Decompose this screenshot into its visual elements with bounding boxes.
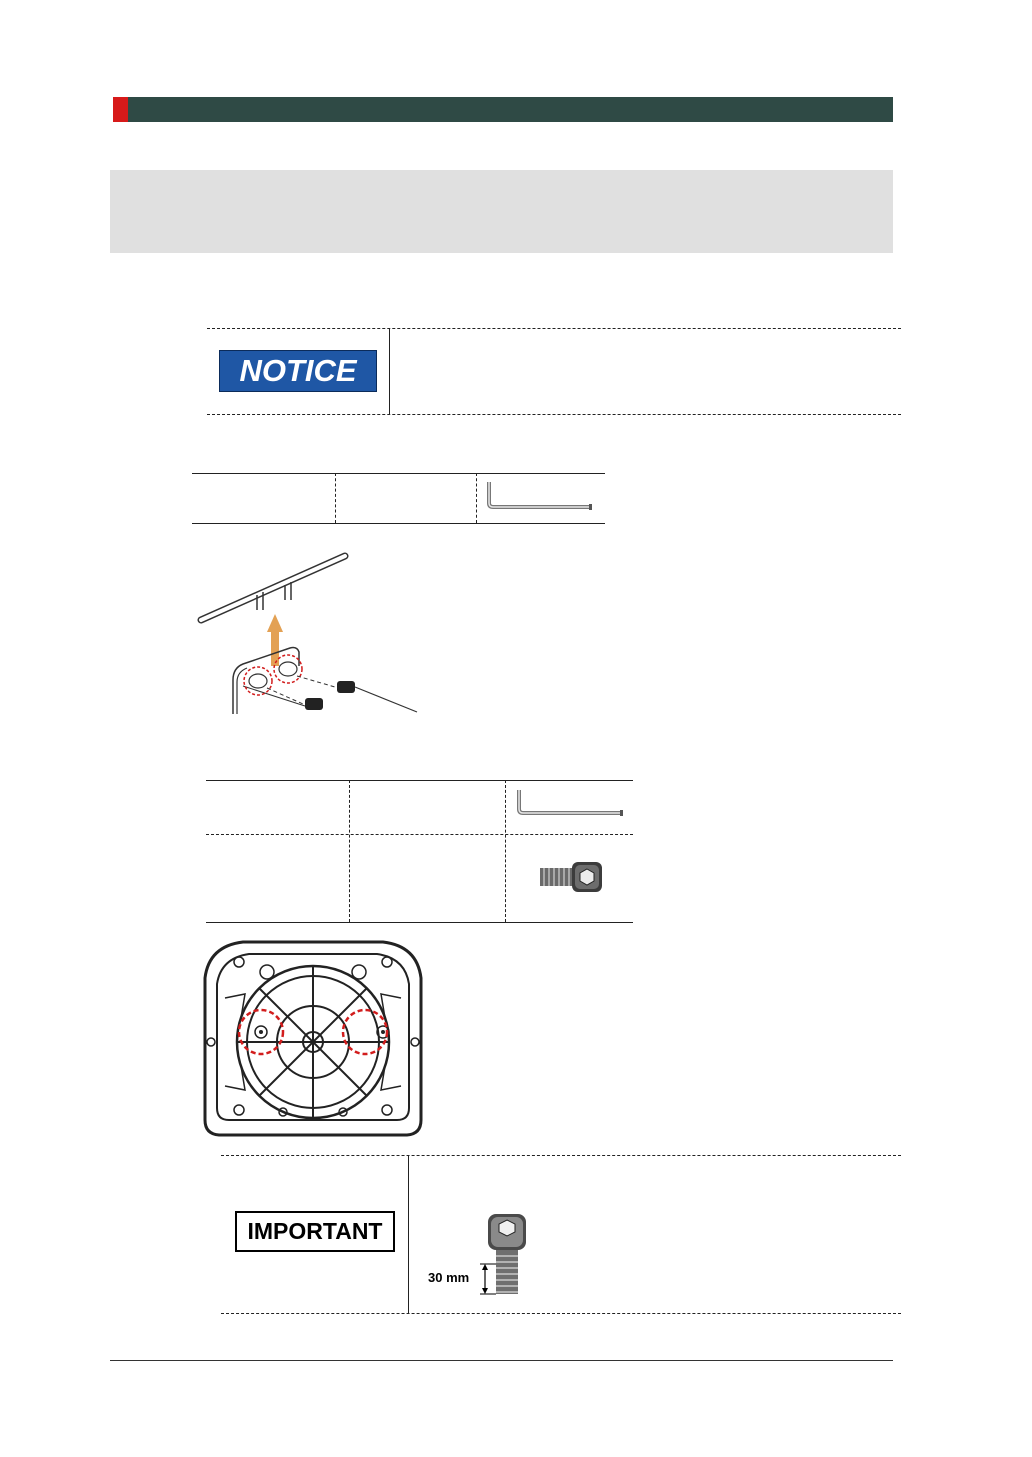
notice-top-border bbox=[207, 328, 901, 329]
tools-table-2-row-divider bbox=[206, 834, 633, 835]
tools-table-1-divider-1 bbox=[335, 473, 336, 523]
hex-key-icon bbox=[485, 478, 595, 518]
screw-length-icon bbox=[470, 1212, 540, 1296]
base-plate-illustration bbox=[195, 938, 431, 1138]
footer-rule bbox=[110, 1360, 893, 1361]
tools-table-2-divider-2 bbox=[505, 780, 506, 922]
tools-table-2-top bbox=[206, 780, 633, 781]
hex-key-icon bbox=[514, 786, 626, 824]
socket-screw-icon bbox=[538, 858, 608, 898]
important-badge: IMPORTANT bbox=[235, 1211, 395, 1252]
important-divider bbox=[408, 1155, 409, 1313]
notice-divider bbox=[389, 328, 390, 414]
tools-table-2-divider-1 bbox=[349, 780, 350, 922]
notice-badge: NOTICE bbox=[219, 350, 377, 392]
section-header-bar bbox=[113, 97, 893, 122]
tools-table-2-bottom bbox=[206, 922, 633, 923]
important-top-border bbox=[221, 1155, 901, 1156]
section-title-box bbox=[110, 170, 893, 253]
screw-length-label: 30 mm bbox=[428, 1270, 470, 1285]
important-bottom-border bbox=[221, 1313, 901, 1314]
section-header-accent bbox=[113, 97, 128, 122]
tools-table-1-bottom bbox=[192, 523, 605, 524]
notice-bottom-border bbox=[207, 414, 901, 415]
tools-table-1-top bbox=[192, 473, 605, 474]
handle-removal-illustration bbox=[195, 548, 425, 718]
tools-table-1-divider-2 bbox=[476, 473, 477, 523]
